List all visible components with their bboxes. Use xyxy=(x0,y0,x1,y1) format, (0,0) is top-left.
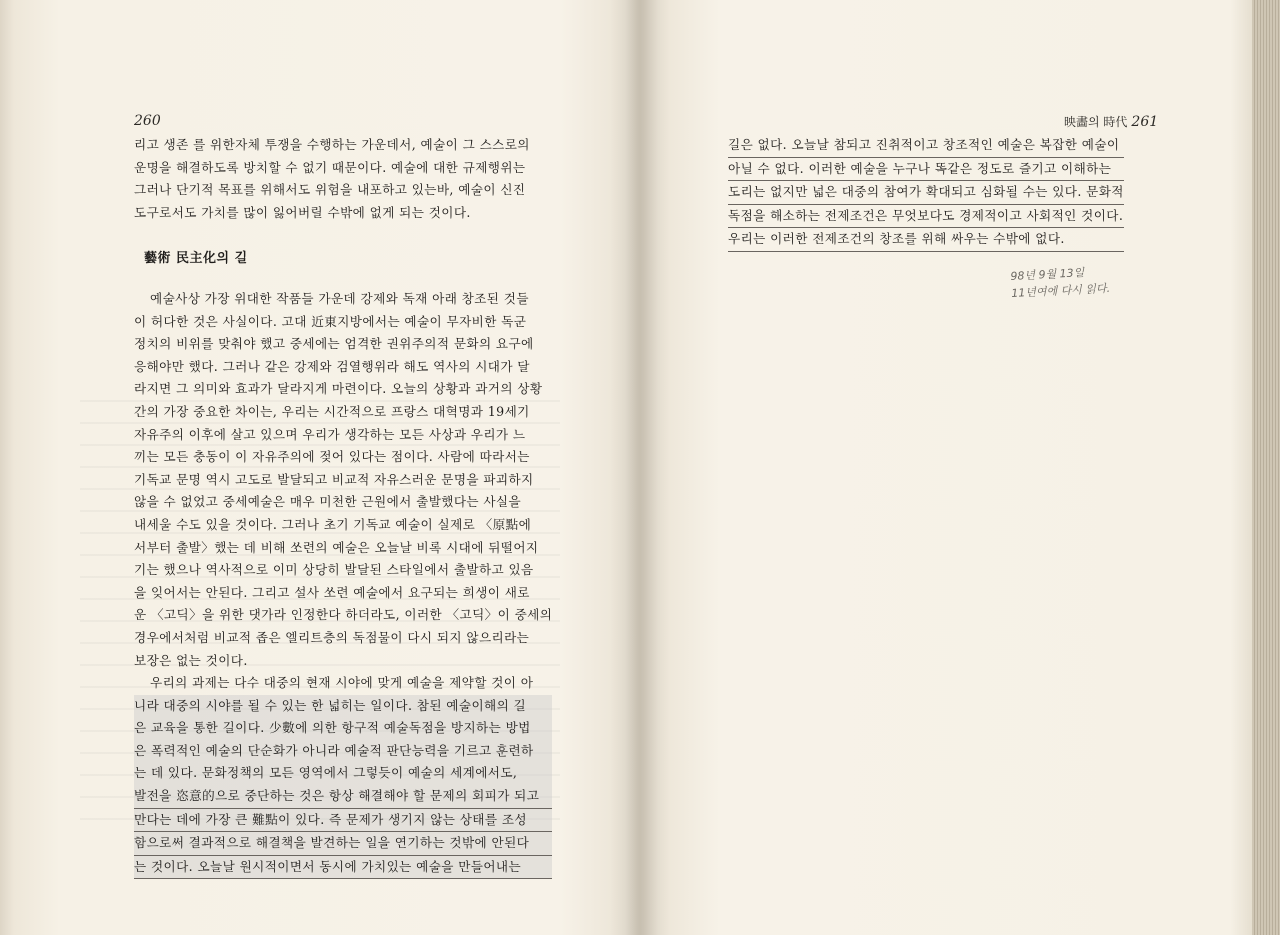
text-line: 을 잊어서는 안된다. 그리고 설사 쏘련 예술에서 요구되는 희생이 새로 xyxy=(134,584,530,600)
left-page-number: 260 xyxy=(134,113,161,129)
highlighted-line: 함으로써 결과적으로 해결책을 발견하는 일을 연기하는 것밖에 안된다 xyxy=(134,832,552,856)
text-line: 리고 생존 를 위한자체 투쟁을 수행하는 가운데서, 예술이 그 스스로의 xyxy=(134,137,530,152)
text-line: 이 허다한 것은 사실이다. 고대 近東지방에서는 예술이 무자비한 독군 xyxy=(134,313,527,329)
text-line: 예술사상 가장 위대한 작품들 가운데 강제와 독재 아래 창조된 것들 xyxy=(150,291,529,306)
underlined-line: 도리는 없지만 넓은 대중의 참여가 확대되고 심화될 수는 있다. 문화적 xyxy=(728,181,1124,205)
text-line: 그러나 단기적 목표를 위해서도 위험을 내포하고 있는바, 예술이 신진 xyxy=(134,182,526,198)
running-head xyxy=(1064,113,1158,130)
right-page xyxy=(662,0,1250,935)
text-line: 보장은 없는 것이다. xyxy=(134,652,248,668)
underlined-line: 길은 없다. 오늘날 참되고 진취적이고 창조적인 예술은 복잡한 예술이 xyxy=(728,134,1124,158)
text-line: 응해야만 했다. 그러나 같은 강제와 검열행위라 해도 역사의 시대가 달 xyxy=(134,358,530,374)
text-line: 기독교 문명 역시 고도로 발달되고 비교적 자유스러운 문명을 파괴하지 xyxy=(134,471,534,487)
highlighted-line: 만다는 데에 가장 큰 難點이 있다. 즉 문제가 생기지 않는 상태를 조성 xyxy=(134,809,552,833)
highlighted-line: 은 폭력적인 예술의 단순화가 아니라 예술적 판단능력을 기르고 훈련하 xyxy=(134,740,552,763)
text-line: 간의 가장 중요한 차이는, 우리는 시간적으로 프랑스 대혁명과 19세기 xyxy=(134,403,530,419)
running-head-title: 映畵의 時代 xyxy=(1064,115,1128,129)
text-line: 라지면 그 의미와 효과가 달라지게 마련이다. 오늘의 상황과 과거의 상황 xyxy=(134,381,543,397)
handwritten-note-line: 11년여에 다시 읽다. xyxy=(1010,281,1111,300)
text-line: 기는 했으나 역사적으로 이미 상당히 발달된 스타일에서 출발하고 있음 xyxy=(134,562,534,578)
handwritten-note xyxy=(1010,263,1111,302)
text-line: 않을 수 없었고 중세예술은 매우 미천한 근원에서 출발했다는 사실을 xyxy=(134,494,522,510)
underlined-line: 아닐 수 없다. 이러한 예술을 누구나 똑같은 정도로 즐기고 이해하는 xyxy=(728,158,1124,182)
right-body-text xyxy=(728,134,1124,252)
text-line: 도구로서도 가치를 많이 잃어버릴 수밖에 없게 되는 것이다. xyxy=(134,204,471,220)
right-page-number: 261 xyxy=(1131,114,1159,130)
text-line: 운 〈고딕〉을 위한 댓가라 인정한다 하더라도, 이러한 〈고딕〉이 중세의 xyxy=(134,607,553,623)
highlighted-line: 니라 대중의 시야를 될 수 있는 한 넓히는 일이다. 참된 예술이해의 길 xyxy=(134,695,552,718)
highlighted-line: 은 교육을 통한 길이다. 少數에 의한 항구적 예술독점을 방지하는 방법 xyxy=(134,717,552,740)
text-line: 경우에서처럼 비교적 좁은 엘리트층의 독점물이 다시 되지 않으리라는 xyxy=(134,629,530,645)
highlighted-line: 는 데 있다. 문화정책의 모든 영역에서 그렇듯이 예술의 세계에서도, xyxy=(134,762,552,785)
left-page xyxy=(20,0,620,935)
text-line: 정치의 비위를 맞춰야 했고 중세에는 엄격한 권위주의적 문화의 요구에 xyxy=(134,336,534,352)
underlined-line: 우리는 이러한 전제조건의 창조를 위해 싸우는 수밖에 없다. xyxy=(728,228,1124,252)
text-line: 내세울 수도 있을 것이다. 그러나 초기 기독교 예술이 실제로 〈原點에 xyxy=(134,516,532,532)
handwritten-note-line: 98년 9월 13일 xyxy=(1010,266,1085,283)
highlighted-line: 발전을 恣意的으로 중단하는 것은 항상 해결해야 할 문제의 회피가 되고 xyxy=(134,785,552,809)
section-heading: 藝術 民主化의 길 xyxy=(144,251,248,266)
underlined-line: 독점을 해소하는 전제조건은 무엇보다도 경제적이고 사회적인 것이다. xyxy=(728,205,1124,229)
left-top-paragraph xyxy=(134,134,530,224)
text-line: 우리의 과제는 다수 대중의 현재 시야에 맞게 예술을 제약할 것이 아 xyxy=(150,675,534,691)
highlighted-line: 는 것이다. 오늘날 원시적이면서 동시에 가치있는 예술을 만들어내는 xyxy=(134,856,552,880)
text-line: 끼는 모든 충동이 이 자유주의에 젖어 있다는 점이다. 사람에 따라서는 xyxy=(134,449,530,465)
page-edges xyxy=(1252,0,1280,935)
text-line: 운명을 해결하도록 방치할 수 없기 때문이다. 예술에 대한 규제행위는 xyxy=(134,159,526,175)
left-body-text xyxy=(134,288,552,879)
text-line: 자유주의 이후에 살고 있으며 우리가 생각하는 모든 사상과 우리가 느 xyxy=(134,426,526,442)
text-line: 서부터 출발〉했는 데 비해 쏘련의 예술은 오늘날 비록 시대에 뒤떨어지 xyxy=(134,539,539,555)
